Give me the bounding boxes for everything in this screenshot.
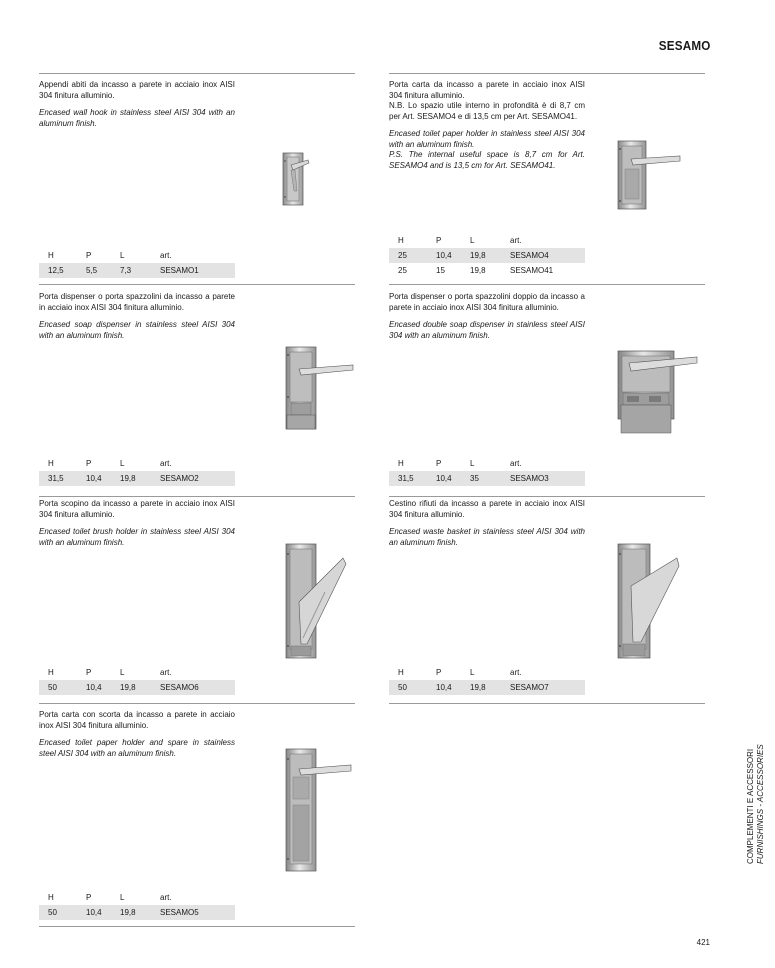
- description-italian: Cestino rifiuti da incasso a parete in acciaio inox AISI 304 finitura alluminio.: [389, 499, 585, 519]
- description-english: [389, 129, 585, 171]
- header-l: L: [470, 668, 475, 677]
- product-description: [39, 710, 235, 766]
- value-l: 19,8: [470, 248, 510, 263]
- description-english: Encased toilet paper holder and spare in stainless steel AISI 304 with an aluminum finish.: [39, 738, 235, 758]
- value-l: 19,8: [120, 680, 160, 695]
- header-h: H: [48, 668, 54, 677]
- value-h: 50: [389, 680, 436, 695]
- header-art: art.: [510, 668, 522, 677]
- description-english-main: Encased toilet paper holder in stainless steel AISI 304 with an aluminum finish.: [389, 129, 585, 149]
- spec-row: [39, 680, 235, 695]
- product-description: [39, 499, 235, 555]
- value-p: 10,4: [86, 471, 120, 486]
- description-english: Encased double soap dispenser in stainless steel AISI 304 with an aluminum finish.: [389, 320, 585, 340]
- soap-dispenser-image: [285, 345, 355, 431]
- header-art: art.: [160, 459, 172, 468]
- divider: [389, 73, 705, 74]
- spec-table: [389, 233, 585, 278]
- header-l: L: [470, 236, 475, 245]
- toilet-brush-holder-image: [285, 542, 347, 660]
- value-h: 50: [39, 905, 86, 920]
- waste-basket-image: [617, 542, 681, 660]
- spec-row: [39, 263, 235, 278]
- header-p: P: [436, 668, 442, 677]
- spec-table: [389, 456, 585, 486]
- description-italian: Porta scopino da incasso a parete in acciaio inox AISI 304 finitura alluminio.: [39, 499, 235, 519]
- value-h: 25: [398, 266, 407, 275]
- description-english: Encased waste basket in stainless steel AISI 304 with an aluminum finish.: [389, 527, 585, 547]
- value-p: 10,4: [436, 471, 470, 486]
- header-p: P: [436, 236, 442, 245]
- value-l: 19,8: [120, 905, 160, 920]
- value-p: 10,4: [436, 248, 470, 263]
- spec-row: [389, 680, 585, 695]
- value-art: SESAMO6: [160, 680, 235, 695]
- spec-table: [39, 248, 235, 278]
- description-italian: Appendi abiti da incasso a parete in acciaio inox AISI 304 finitura alluminio.: [39, 80, 235, 100]
- paper-holder-spare-image: [285, 747, 353, 873]
- spec-header-row: [39, 890, 235, 905]
- header-art: art.: [510, 459, 522, 468]
- spec-table: [39, 665, 235, 695]
- spec-header-row: [389, 456, 585, 471]
- header-h: H: [48, 459, 54, 468]
- header-h: H: [398, 668, 404, 677]
- wall-hook-image: [282, 151, 312, 207]
- description-english: Encased wall hook in stainless steel AISI 304 with an aluminum finish.: [39, 108, 235, 128]
- product-sesamo6: [39, 492, 355, 704]
- header-art: art.: [160, 893, 172, 902]
- product-sesamo7: [389, 492, 705, 704]
- description-italian: Porta dispenser o porta spazzolini da incasso a parete in acciaio inox AISI 304 finitura alluminio.: [39, 292, 235, 312]
- product-sesamo3: [389, 285, 705, 497]
- section-label-italian: COMPLEMENTI E ACCESSORI: [746, 748, 755, 864]
- header-l: L: [120, 668, 125, 677]
- value-p: 5,5: [86, 263, 120, 278]
- value-l: 19,8: [470, 680, 510, 695]
- spec-header-row: [389, 233, 585, 248]
- product-sesamo5: [39, 703, 355, 927]
- header-art: art.: [160, 668, 172, 677]
- header-p: P: [86, 668, 92, 677]
- header-l: L: [120, 459, 125, 468]
- product-sesamo1: [39, 73, 355, 285]
- product-description: [389, 292, 585, 348]
- header-p: P: [86, 459, 92, 468]
- value-l: 19,8: [120, 471, 160, 486]
- header-h: H: [398, 236, 404, 245]
- spec-table: [39, 456, 235, 486]
- spec-table: [389, 665, 585, 695]
- value-h: 25: [389, 248, 436, 263]
- value-art: SESAMO4: [510, 248, 585, 263]
- spec-header-row: [39, 248, 235, 263]
- header-h: H: [48, 893, 54, 902]
- value-h: 31,5: [389, 471, 436, 486]
- product-description: [389, 80, 585, 178]
- description-italian-main: Porta carta da incasso a parete in acciaio inox AISI 304 finitura alluminio.: [389, 80, 585, 100]
- product-sesamo4: [389, 73, 705, 285]
- product-description: [389, 499, 585, 555]
- spec-row: [39, 905, 235, 920]
- product-description: [39, 80, 235, 136]
- value-p: 10,4: [86, 680, 120, 695]
- spec-row: [389, 248, 585, 263]
- page-title: SESAMO: [659, 38, 711, 53]
- spec-header-row: [389, 665, 585, 680]
- header-p: P: [86, 893, 92, 902]
- divider: [389, 703, 705, 704]
- value-art: SESAMO5: [160, 905, 235, 920]
- spec-row: [389, 263, 585, 278]
- section-label-english: FURNISHINGS - ACCESSORIES: [756, 744, 765, 864]
- description-italian: Porta carta con scorta da incasso a parete in acciaio inox AISI 304 finitura alluminio.: [39, 710, 235, 730]
- value-h: 12,5: [39, 263, 86, 278]
- divider: [39, 926, 355, 927]
- header-l: L: [120, 251, 125, 260]
- description-english: Encased soap dispenser in stainless steel AISI 304 with an aluminum finish.: [39, 320, 235, 340]
- value-p: 10,4: [436, 680, 470, 695]
- header-h: H: [48, 251, 54, 260]
- value-art: SESAMO41: [510, 266, 554, 275]
- product-sesamo2: [39, 285, 355, 497]
- value-art: SESAMO7: [510, 680, 585, 695]
- value-h: 31,5: [39, 471, 86, 486]
- value-art: SESAMO3: [510, 471, 585, 486]
- spec-header-row: [39, 456, 235, 471]
- header-art: art.: [510, 236, 522, 245]
- spec-header-row: [39, 665, 235, 680]
- description-italian: [389, 80, 585, 122]
- value-art: SESAMO2: [160, 471, 235, 486]
- value-p: 15: [436, 266, 445, 275]
- paper-holder-image: [617, 139, 683, 211]
- page-number: 421: [696, 938, 710, 947]
- section-side-label: [746, 744, 766, 864]
- spec-table: [39, 890, 235, 920]
- value-art: SESAMO1: [160, 263, 235, 278]
- spec-row: [389, 471, 585, 486]
- double-soap-dispenser-image: [617, 347, 699, 435]
- description-english-note: P.S. The internal useful space is 8,7 cm for Art. SESAMO4 and is 13,5 cm for Art. SESAMO41.: [389, 150, 585, 170]
- header-h: H: [398, 459, 404, 468]
- header-art: art.: [160, 251, 172, 260]
- description-english: Encased toilet brush holder in stainless steel AISI 304 with an aluminum finish.: [39, 527, 235, 547]
- header-l: L: [470, 459, 475, 468]
- header-l: L: [120, 893, 125, 902]
- product-description: [39, 292, 235, 348]
- spec-row: [39, 471, 235, 486]
- description-italian: Porta dispenser o porta spazzolini doppio da incasso a parete in acciaio inox AISI 304 finitura alluminio.: [389, 292, 585, 312]
- value-l: 35: [470, 471, 510, 486]
- divider: [39, 73, 355, 74]
- header-p: P: [86, 251, 92, 260]
- value-h: 50: [39, 680, 86, 695]
- description-italian-note: N.B. Lo spazio utile interno in profondità è di 8,7 cm per Art. SESAMO4 e di 13,5 cm per Art. SESAMO41.: [389, 101, 585, 121]
- value-l: 7,3: [120, 263, 160, 278]
- value-p: 10,4: [86, 905, 120, 920]
- value-l: 19,8: [470, 266, 486, 275]
- header-p: P: [436, 459, 442, 468]
